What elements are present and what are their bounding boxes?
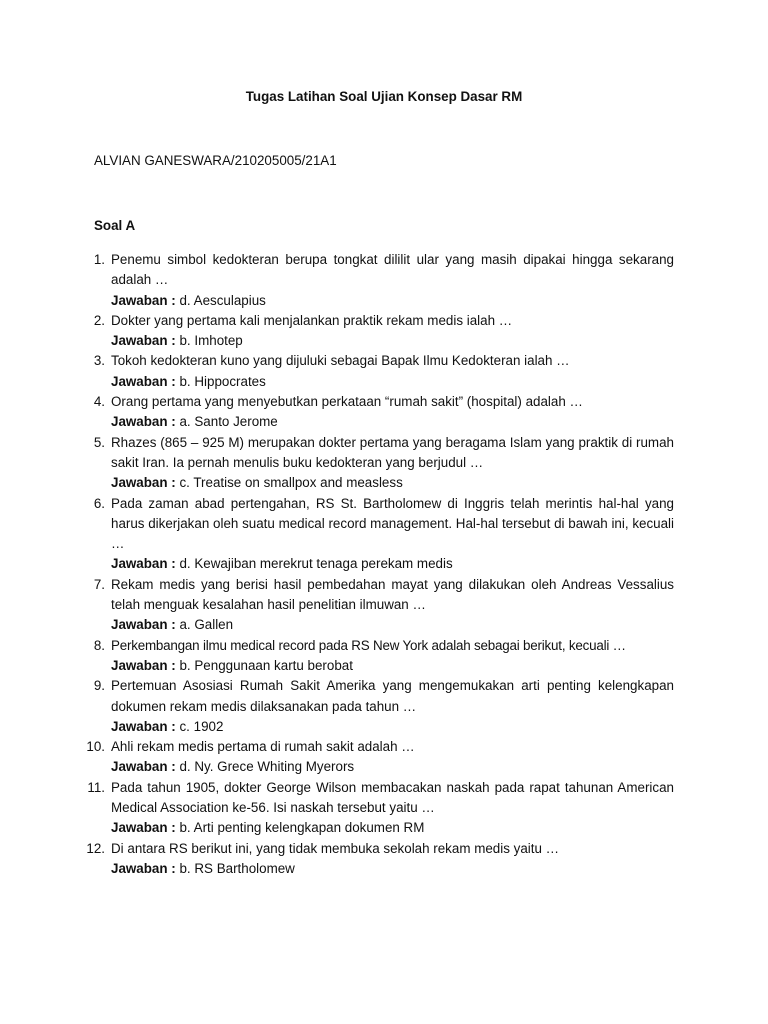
answer-line (111, 412, 674, 432)
question-number: 10. (86, 739, 105, 755)
question-item (80, 676, 674, 737)
answer-line (111, 331, 674, 351)
answer-label: Jawaban : (111, 414, 176, 430)
question-item (80, 575, 674, 636)
question-number: 9. (93, 678, 105, 694)
question-text: Tokoh kedokteran kuno yang dijuluki sebagai Bapak Ilmu Kedokteran ialah … (111, 353, 570, 369)
answer-label: Jawaban : (111, 292, 176, 308)
answer-text: b. Arti penting kelengkapan dokumen RM (179, 820, 425, 836)
answer-text: b. Penggunaan kartu berobat (179, 657, 353, 673)
answer-label: Jawaban : (111, 820, 176, 836)
question-item (80, 392, 674, 433)
question-number: 4. (93, 394, 105, 410)
section-title: Soal A (94, 218, 136, 233)
question-text: Orang pertama yang menyebutkan perkataan “rumah sakit” (hospital) adalah … (111, 394, 583, 410)
question-text: Perkembangan ilmu medical record pada RS New York adalah sebagai berikut, kecuali … (111, 637, 626, 653)
question-number: 2. (93, 312, 105, 328)
answer-line (111, 757, 674, 777)
answer-line (111, 818, 674, 838)
answer-text: d. Kewajiban merekrut tenaga perekam medis (179, 556, 453, 572)
question-text: Pada zaman abad pertengahan, RS St. Bartholomew di Inggris telah merintis hal-hal yang harus dikerjakan oleh suatu medical record management. Hal-hal tersebut di bawah ini, kecuali … (111, 495, 674, 552)
document-title: Tugas Latihan Soal Ujian Konsep Dasar RM (245, 89, 523, 104)
answer-line (111, 859, 674, 879)
question-item (80, 636, 674, 677)
question-item (80, 778, 674, 839)
author-line: ALVIAN GANESWARA/210205005/21A1 (94, 153, 337, 168)
question-number: 1. (93, 252, 105, 267)
answer-text: c. Treatise on smallpox and measless (179, 475, 403, 491)
question-number: 6. (93, 495, 105, 511)
question-number: 7. (93, 576, 105, 592)
question-text: Di antara RS berikut ini, yang tidak membuka sekolah rekam medis yaitu … (111, 840, 560, 856)
answer-text: c. 1902 (179, 718, 224, 734)
question-number: 12. (86, 840, 105, 856)
question-text: Penemu simbol kedokteran berupa tongkat dililit ular yang masih dipakai hingga sekarang adalah … (111, 252, 674, 288)
answer-text: b. RS Bartholomew (179, 860, 295, 876)
answer-line (111, 656, 674, 676)
answer-label: Jawaban : (111, 475, 176, 491)
answer-line (111, 473, 674, 493)
question-number: 5. (93, 434, 105, 450)
question-text: Rhazes (865 – 925 M) merupakan dokter pertama yang beragama Islam yang praktik di rumah sakit Iran. Ia pernah menulis buku kedokteran yang berjudul … (111, 434, 674, 470)
question-item (80, 494, 674, 575)
question-text: Rekam medis yang berisi hasil pembedahan mayat yang dilakukan oleh Andreas Vessalius telah menguak kesalahan hasil penelitian ilmuwan … (111, 576, 674, 613)
answer-label: Jawaban : (111, 373, 176, 389)
question-text: Pada tahun 1905, dokter George Wilson membacakan naskah pada rapat tahunan American Medical Association ke-56. Isi naskah tersebut yaitu … (111, 779, 674, 816)
answer-label: Jawaban : (111, 718, 176, 734)
question-item (80, 351, 674, 392)
question-item (80, 737, 674, 778)
question-number: 11. (87, 779, 105, 795)
answer-text: d. Aesculapius (179, 292, 266, 308)
question-text: Pertemuan Asosiasi Rumah Sakit Amerika yang mengemukakan arti penting kelengkapan dokumen rekam medis dilaksanakan pada tahun … (111, 678, 674, 714)
answer-line (111, 717, 674, 737)
answer-text: d. Ny. Grece Whiting Myerors (179, 759, 355, 775)
question-number: 3. (93, 353, 105, 369)
answer-text: b. Imhotep (179, 333, 243, 349)
answer-line (111, 615, 674, 635)
answer-label: Jawaban : (111, 759, 176, 775)
answer-text: a. Santo Jerome (179, 414, 278, 430)
answer-line (111, 291, 674, 311)
answer-label: Jawaban : (111, 657, 176, 673)
answer-label: Jawaban : (111, 333, 176, 349)
question-list (80, 250, 674, 879)
answer-line (111, 372, 674, 392)
question-item (80, 311, 674, 352)
answer-label: Jawaban : (111, 860, 176, 876)
answer-text: b. Hippocrates (179, 373, 266, 389)
question-text: Dokter yang pertama kali menjalankan praktik rekam medis ialah … (111, 312, 513, 328)
question-text: Ahli rekam medis pertama di rumah sakit adalah … (111, 739, 415, 755)
question-item (80, 433, 674, 494)
question-item (80, 839, 674, 880)
answer-line (111, 554, 674, 574)
answer-label: Jawaban : (111, 617, 176, 633)
answer-label: Jawaban : (111, 556, 176, 572)
question-item (80, 250, 674, 311)
question-number: 8. (93, 637, 105, 653)
answer-text: a. Gallen (179, 617, 234, 633)
